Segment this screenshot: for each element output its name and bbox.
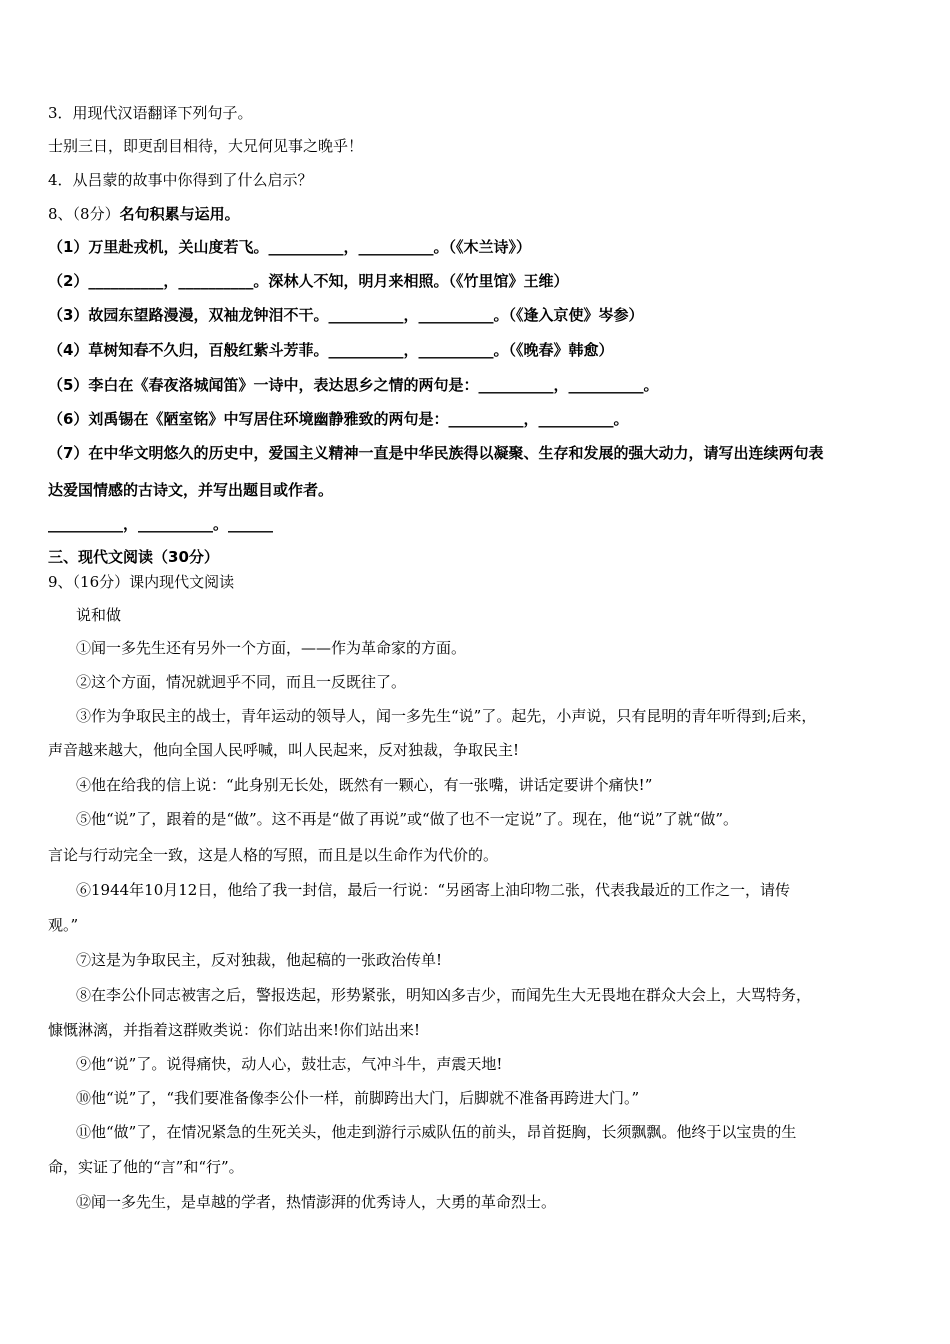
q8-item-6: （6）刘禹锡在《陋室铭》中写居住环境幽静雅致的两句是：__________，__________。 [48,410,629,428]
article-paragraph: ⑪他“做”了，在情况紧急的生死关头，他走到游行示威队伍的前头，昂首挺胸，长须飘飘。他终于以宝贵的生 [76,1123,797,1141]
q8-item-2: （2）__________，__________。深林人不知，明月来相照。（《竹里馆》王维） [48,272,569,290]
q3-sentence: 士别三日，即更刮目相待，大兄何见事之晚乎！ [48,137,364,155]
section3-title: 三、现代文阅读（30分） [48,548,219,566]
article-paragraph: ⑤他“说”了，跟着的是“做”。这不再是“做了再说”或“做了也不一定说”了。现在，他“说”了就“做”。 [76,810,739,828]
q9-title: 9、（16分）课内现代文阅读 [48,573,235,591]
q8-title: 名句积累与运用。 [119,205,240,223]
article-paragraph: 声音越来越大，他向全国人民呼喊，叫人民起来，反对独裁，争取民主! [48,741,520,759]
q8-number: 8、（8分） [48,205,120,223]
article-paragraph: ⑧在李公仆同志被害之后，警报迭起，形势紧张，明知凶多吉少，而闻先生大无畏地在群众大会上，大骂特务， [76,986,812,1004]
article-paragraph: ⑩他“说”了，“我们要准备像李公仆一样，前脚跨出大门，后脚就不准备再跨进大门。” [76,1089,640,1107]
q8-heading [48,204,240,224]
q8-item-1: （1）万里赴戎机，关山度若飞。__________，__________。（《木兰诗》） [48,238,531,256]
article-paragraph: ④他在给我的信上说：“此身别无长处，既然有一颗心，有一张嘴，讲话定要讲个痛快!” [76,776,653,794]
article-title: 说和做 [76,606,122,624]
article-paragraph: ⑨他“说”了。说得痛快，动人心，鼓壮志，气冲斗牛，声震天地! [76,1055,503,1073]
article-paragraph: 观。” [48,916,79,934]
article-paragraph: 言论与行动完全一致，这是人格的写照，而且是以生命作为代价的。 [48,846,499,864]
article-paragraph: ⑥1944年10月12日，他给了我一封信，最后一行说：“另函寄上油印物二张，代表我最近的工作之一，请传 [76,881,791,899]
article-paragraph: ②这个方面，情况就迥乎不同，而且一反既往了。 [76,673,407,691]
article-paragraph: ③作为争取民主的战士，青年运动的领导人，闻一多先生“说”了。起先，小声说，只有昆明的青年听得到;后来， [76,707,817,725]
q4-title: 4．从吕蒙的故事中你得到了什么启示？ [48,171,313,189]
article-paragraph: 命，实证了他的“言”和“行”。 [48,1158,244,1176]
q8-item-4: （4）草树知春不久归，百般红紫斗芳菲。__________，__________。（《晚春》韩愈） [48,341,614,359]
q8-item-3: （3）故园东望路漫漫，双袖龙钟泪不干。__________，__________。（《逢入京使》岑参） [48,306,644,324]
q3-title: 3．用现代汉语翻译下列句子。 [48,104,253,122]
article-paragraph: ①闻一多先生还有另外一个方面，——作为革命家的方面。 [76,639,467,657]
q8-item-5: （5）李白在《春夜洛城闻笛》一诗中，表达思乡之情的两句是：__________，__________。 [48,376,659,394]
article-paragraph: ⑫闻一多先生，是卓越的学者，热情澎湃的优秀诗人，大勇的革命烈士。 [76,1193,557,1211]
article-paragraph: ⑦这是为争取民主，反对独裁，他起稿的一张政治传单! [76,951,443,969]
q8-item-7-line2: 达爱国情感的古诗文，并写出题目或作者。 [48,481,334,499]
q8-item-7-answer-blanks: __________，__________。______ [48,515,274,533]
q8-item-7-line1: （7）在中华文明悠久的历史中，爱国主义精神一直是中华民族得以凝聚、生存和发展的强大动力，请写出连续两句表 [48,444,824,462]
article-paragraph: 慷慨淋漓，并指着这群败类说：你们站出来!你们站出来! [48,1021,421,1039]
